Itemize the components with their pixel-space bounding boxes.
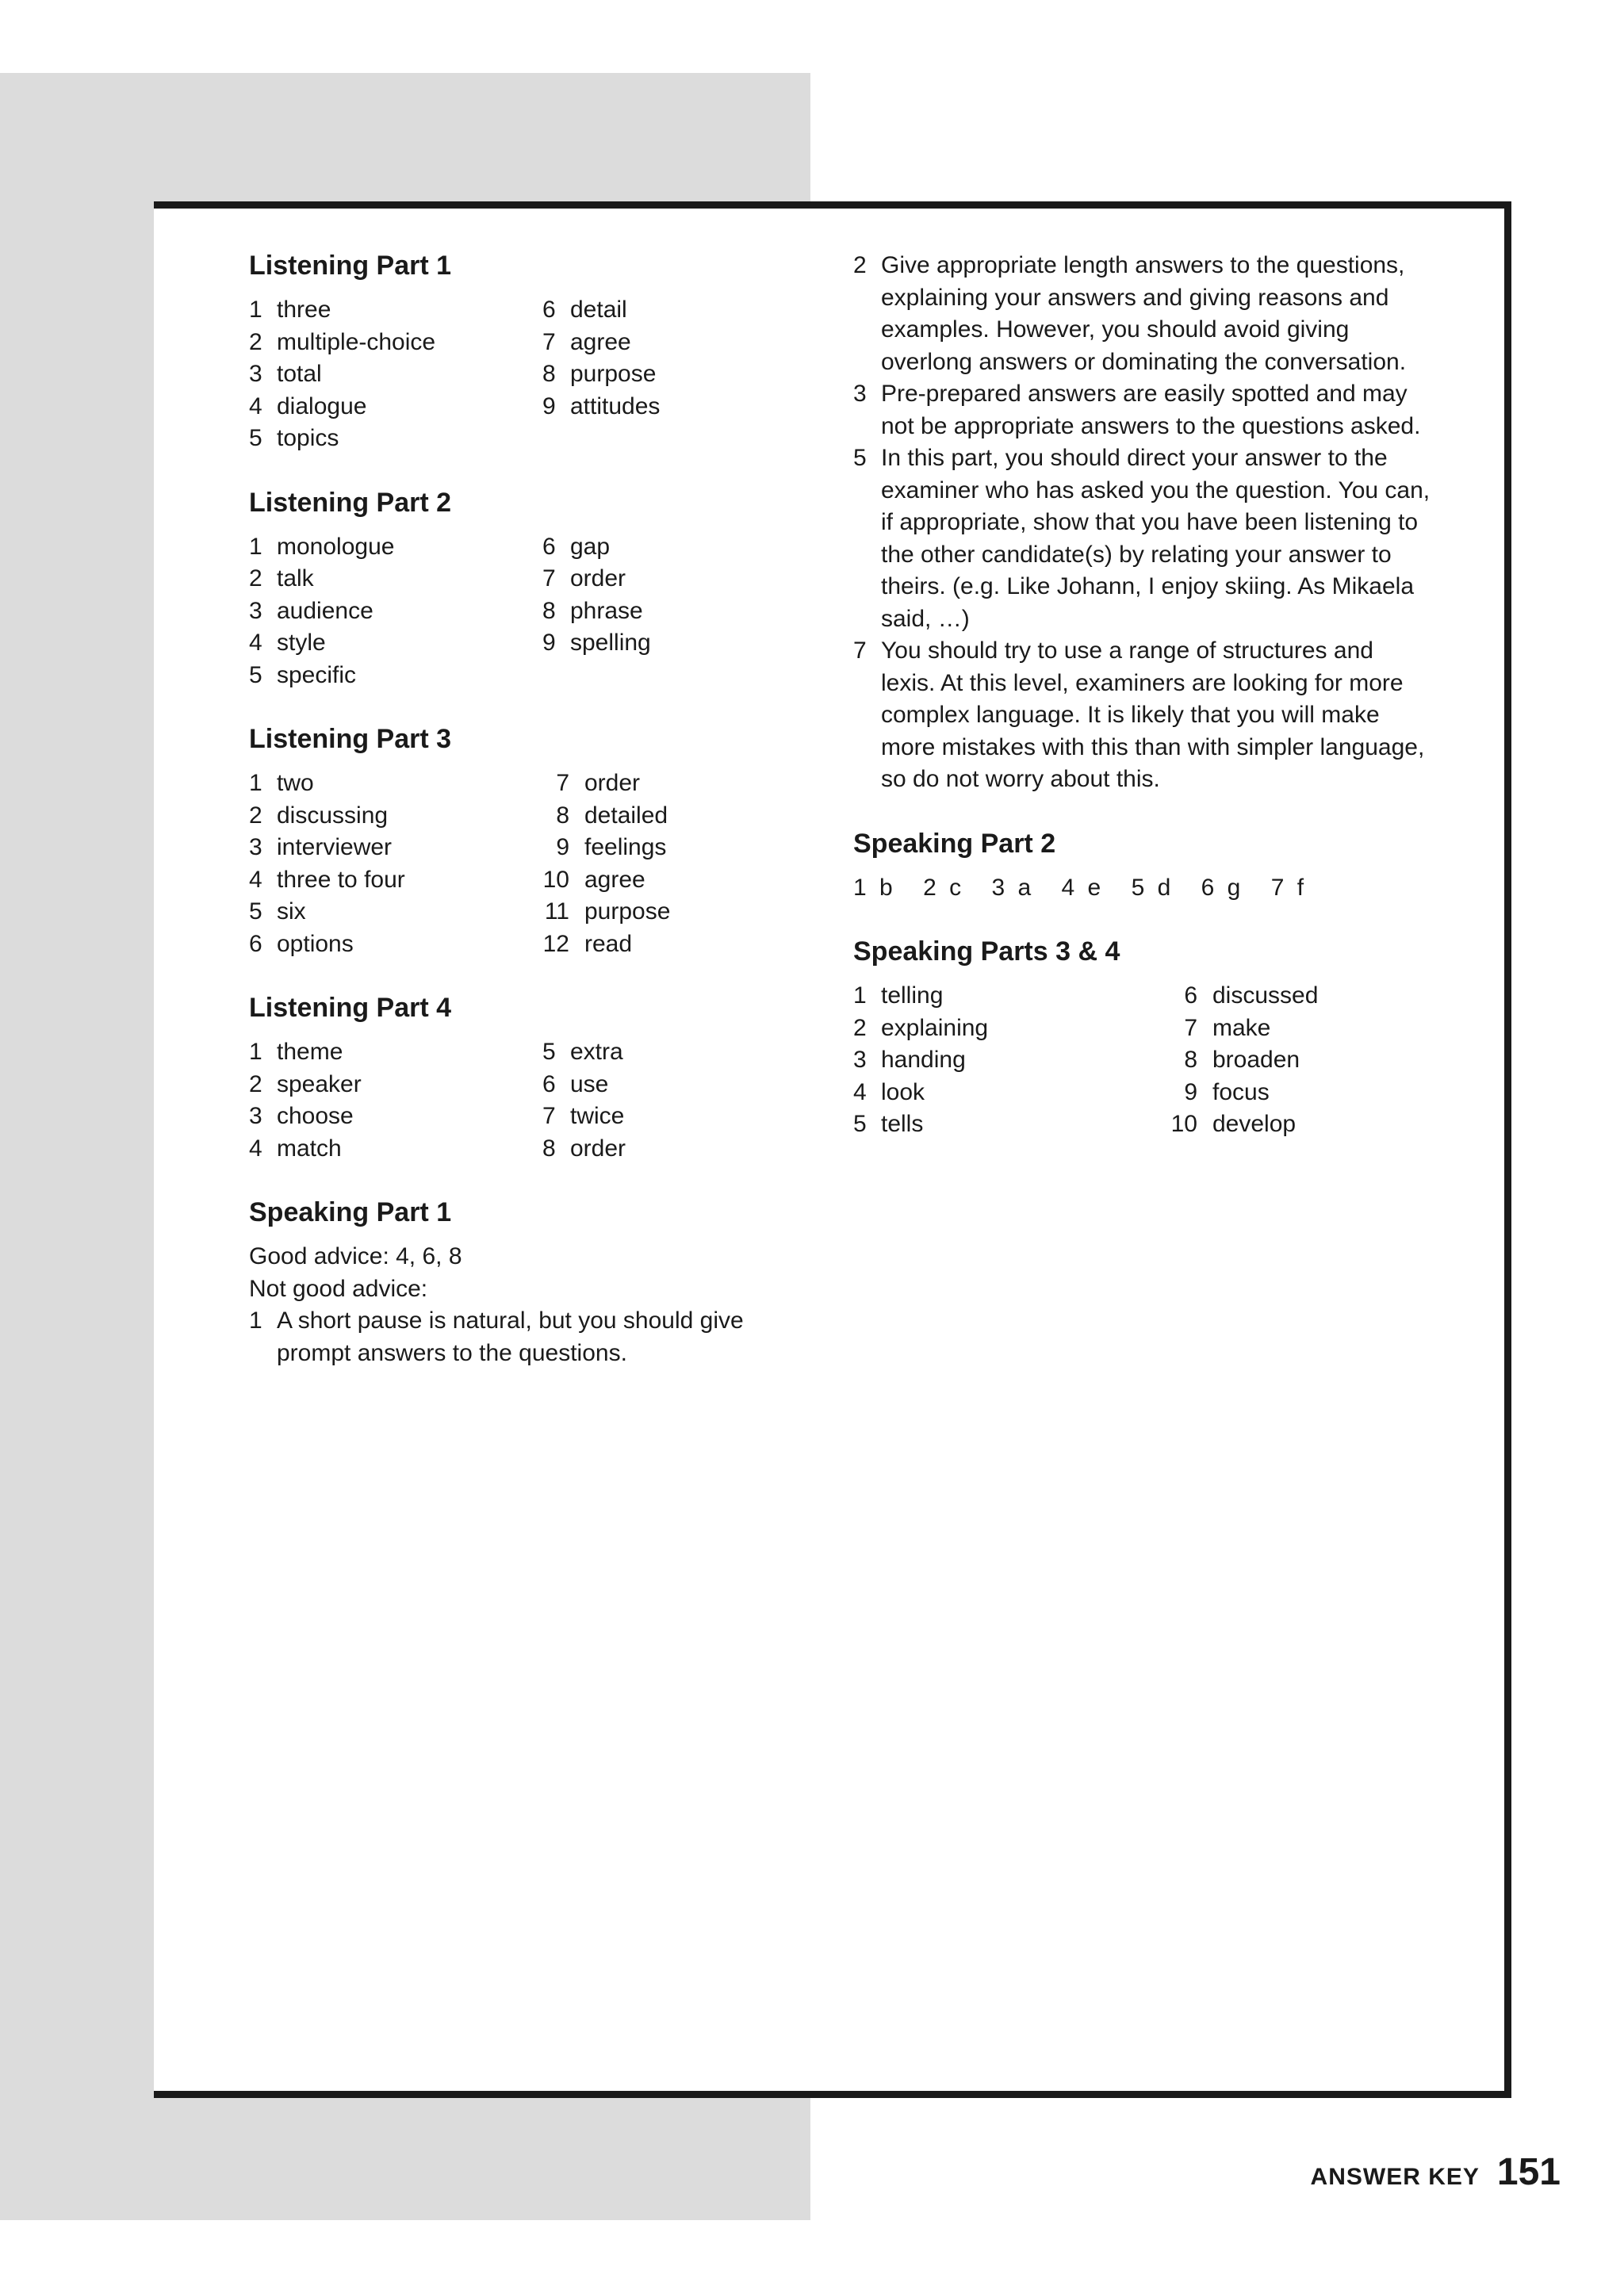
section-heading: Listening Part 1 bbox=[249, 251, 452, 281]
answer-text: interviewer bbox=[277, 834, 393, 860]
answer-item bbox=[249, 563, 542, 595]
answer-text: talk bbox=[277, 565, 314, 592]
advice-paragraph bbox=[853, 378, 1432, 442]
answer-number: 10 bbox=[1170, 1111, 1197, 1137]
answer-number: 2 bbox=[249, 565, 262, 592]
answer-text: read bbox=[584, 930, 633, 957]
listening-part-4 bbox=[249, 992, 820, 1165]
answer-text: order bbox=[570, 1135, 626, 1162]
answer-grid bbox=[249, 531, 820, 692]
answer-number: 8 bbox=[556, 802, 569, 829]
answer-number: 5 bbox=[249, 425, 262, 451]
advice-text: You should try to use a range of structures and lexis. At this level, examiners are looking for more complex language. It is likely that you will make more mistakes with this than with simpler language, so do not worry about this. bbox=[881, 637, 1425, 792]
footer-section-label: ANSWER KEY bbox=[1310, 2164, 1480, 2190]
speaking-part-2 bbox=[853, 828, 1432, 905]
answer-number: 7 bbox=[542, 565, 556, 592]
answer-item bbox=[1170, 1108, 1432, 1141]
answer-number: 5 bbox=[853, 445, 867, 471]
answer-number: 3 bbox=[249, 834, 262, 860]
section-heading: Speaking Part 1 bbox=[249, 1197, 452, 1227]
answer-text: explaining bbox=[881, 1014, 989, 1041]
answer-number: 5 bbox=[542, 1039, 556, 1065]
answer-number: 5 bbox=[249, 898, 262, 925]
answer-number: 11 bbox=[544, 898, 569, 925]
answer-item bbox=[249, 294, 542, 327]
answer-item bbox=[542, 1101, 820, 1133]
answer-number: 1 bbox=[249, 770, 262, 796]
answer-item bbox=[542, 294, 820, 327]
answer-number: 2 bbox=[853, 252, 867, 278]
answer-number: 9 bbox=[556, 834, 569, 860]
answer-item bbox=[249, 627, 542, 660]
answer-text: handing bbox=[881, 1047, 966, 1073]
answer-item bbox=[249, 531, 542, 564]
answer-text: audience bbox=[277, 597, 373, 624]
answer-text: extra bbox=[570, 1039, 623, 1065]
answer-text: focus bbox=[1212, 1078, 1270, 1105]
answer-number: 7 bbox=[556, 770, 569, 796]
answer-item bbox=[249, 1101, 542, 1133]
answer-item bbox=[853, 1077, 1170, 1109]
answer-number: 8 bbox=[1184, 1047, 1197, 1073]
answer-text: discussing bbox=[277, 802, 389, 829]
listening-part-3 bbox=[249, 723, 820, 960]
answer-text: match bbox=[277, 1135, 342, 1162]
answer-text: discussed bbox=[1212, 982, 1319, 1009]
advice-paragraph bbox=[853, 635, 1432, 796]
answer-text: feelings bbox=[584, 834, 667, 860]
advice-paragraph bbox=[249, 1305, 820, 1369]
speaking-part-1 bbox=[249, 1196, 820, 1369]
section-heading: Speaking Part 2 bbox=[853, 828, 1056, 859]
answer-number: 1 bbox=[249, 1039, 262, 1065]
answer-number: 12 bbox=[542, 930, 569, 957]
answer-text: tells bbox=[881, 1111, 924, 1137]
answer-item bbox=[1170, 1044, 1432, 1077]
answer-number: 7 bbox=[542, 1103, 556, 1129]
section-heading: Listening Part 3 bbox=[249, 724, 452, 754]
answer-text: style bbox=[277, 630, 326, 656]
answer-text: phrase bbox=[570, 597, 643, 624]
section-heading: Listening Part 2 bbox=[249, 487, 452, 518]
answer-item bbox=[853, 980, 1170, 1013]
answer-number: 6 bbox=[249, 930, 262, 957]
answer-text: dialogue bbox=[277, 392, 367, 419]
answer-number: 1 bbox=[853, 982, 867, 1009]
answer-text: detailed bbox=[584, 802, 668, 829]
answer-text: topics bbox=[277, 425, 339, 451]
speaking-parts-3-4 bbox=[853, 936, 1432, 1141]
answer-grid bbox=[249, 1036, 820, 1165]
answer-item bbox=[249, 1036, 542, 1069]
answer-item bbox=[249, 660, 542, 692]
answer-number: 8 bbox=[542, 1135, 556, 1162]
answer-number: 9 bbox=[542, 630, 556, 656]
answer-number: 6 bbox=[542, 297, 556, 323]
answer-number: 7 bbox=[1184, 1014, 1197, 1041]
answer-text: broaden bbox=[1212, 1047, 1300, 1073]
answer-text: purpose bbox=[570, 361, 657, 387]
answer-item bbox=[249, 928, 542, 961]
answer-number: 2 bbox=[249, 802, 262, 829]
answer-item bbox=[542, 1036, 820, 1069]
answer-item bbox=[249, 358, 542, 391]
answer-text: options bbox=[277, 930, 354, 957]
answer-item bbox=[542, 327, 820, 359]
answer-item bbox=[542, 627, 820, 660]
answer-text: three bbox=[277, 297, 331, 323]
advice-text: Pre-prepared answers are easily spotted and may not be appropriate answers to the questions asked. bbox=[881, 381, 1421, 439]
answer-text: look bbox=[881, 1078, 925, 1105]
page-footer bbox=[1311, 2150, 1561, 2194]
answer-item bbox=[542, 928, 820, 961]
answer-number: 9 bbox=[1184, 1078, 1197, 1105]
matching-pair: 4 e bbox=[1061, 874, 1105, 901]
advice-paragraph bbox=[853, 250, 1432, 378]
answer-item bbox=[249, 423, 542, 455]
answer-number: 5 bbox=[249, 661, 262, 688]
answer-item bbox=[249, 864, 542, 897]
section-heading: Speaking Parts 3 & 4 bbox=[853, 936, 1120, 967]
answer-text: use bbox=[570, 1070, 609, 1097]
matching-pair: 3 a bbox=[991, 874, 1035, 901]
answer-item bbox=[1170, 1013, 1432, 1045]
advice-text: In this part, you should direct your answer to the examiner who has asked you the question. You can, if appropriate, show that you have been listening to the other candidate(s) by relating your answer to theirs. (e.g. Like Johann, I enjoy skiing. As Mikaela said, …) bbox=[881, 445, 1431, 632]
answer-item bbox=[542, 1133, 820, 1166]
answer-number: 6 bbox=[1184, 982, 1197, 1009]
answer-number: 2 bbox=[853, 1014, 867, 1041]
answer-number: 1 bbox=[249, 297, 262, 323]
answer-text: agree bbox=[584, 866, 645, 893]
answer-number: 4 bbox=[249, 630, 262, 656]
answer-number: 3 bbox=[249, 597, 262, 624]
answer-number: 4 bbox=[249, 1135, 262, 1162]
answer-text: order bbox=[584, 770, 641, 796]
matching-pair: 5 d bbox=[1131, 874, 1174, 901]
answer-number: 6 bbox=[542, 1070, 556, 1097]
answer-item bbox=[853, 1108, 1170, 1141]
matching-pair: 6 g bbox=[1201, 874, 1244, 901]
answer-key-panel bbox=[154, 201, 1511, 2098]
answer-number: 4 bbox=[853, 1078, 867, 1105]
answer-item bbox=[542, 563, 820, 595]
answer-number: 10 bbox=[542, 866, 569, 893]
answer-text: monologue bbox=[277, 533, 395, 560]
answer-text: choose bbox=[277, 1103, 354, 1129]
matching-pair: 2 c bbox=[923, 874, 965, 901]
answer-number: 3 bbox=[853, 1047, 867, 1073]
answer-item bbox=[249, 832, 542, 864]
answer-number: 6 bbox=[542, 533, 556, 560]
answer-item bbox=[542, 768, 820, 800]
answer-number: 8 bbox=[542, 597, 556, 624]
answer-item bbox=[542, 864, 820, 897]
answer-number: 3 bbox=[853, 381, 867, 407]
answer-item bbox=[249, 391, 542, 423]
answer-item bbox=[249, 1069, 542, 1101]
answer-text: develop bbox=[1212, 1111, 1297, 1137]
answer-grid bbox=[249, 768, 820, 960]
answer-text: order bbox=[570, 565, 626, 592]
matching-pair: 7 f bbox=[1270, 874, 1308, 901]
good-advice-line: Good advice: 4, 6, 8 bbox=[249, 1243, 462, 1269]
answer-item bbox=[542, 595, 820, 628]
answer-number: 3 bbox=[249, 1103, 262, 1129]
answer-text: telling bbox=[881, 982, 944, 1009]
answer-text: two bbox=[277, 770, 314, 796]
answer-item bbox=[853, 1013, 1170, 1045]
section-heading: Listening Part 4 bbox=[249, 993, 452, 1023]
answer-text: gap bbox=[570, 533, 611, 560]
answer-item bbox=[542, 832, 820, 864]
answer-item bbox=[1170, 980, 1432, 1013]
answer-item bbox=[249, 595, 542, 628]
answer-number: 3 bbox=[249, 361, 262, 387]
answer-item bbox=[1170, 1077, 1432, 1109]
answer-text: multiple-choice bbox=[277, 328, 436, 355]
answer-item bbox=[542, 391, 820, 423]
answer-number: 8 bbox=[542, 361, 556, 387]
answer-item bbox=[542, 531, 820, 564]
answer-text: purpose bbox=[584, 898, 671, 925]
answer-item bbox=[542, 896, 820, 928]
right-column bbox=[853, 250, 1432, 1173]
answer-number: 9 bbox=[542, 392, 556, 419]
answer-number: 1 bbox=[249, 533, 262, 560]
answer-text: six bbox=[277, 898, 306, 925]
answer-item bbox=[249, 768, 542, 800]
answer-number: 4 bbox=[249, 866, 262, 893]
answer-item bbox=[542, 358, 820, 391]
answer-text: twice bbox=[570, 1103, 625, 1129]
answer-item bbox=[542, 1069, 820, 1101]
answer-item bbox=[249, 896, 542, 928]
answer-number: 2 bbox=[249, 1070, 262, 1097]
answer-grid bbox=[853, 980, 1432, 1141]
answer-text: speaker bbox=[277, 1070, 362, 1097]
listening-part-1 bbox=[249, 250, 820, 455]
answer-number: 1 bbox=[249, 1307, 262, 1334]
answer-text: three to four bbox=[277, 866, 405, 893]
advice-paragraph bbox=[853, 442, 1432, 635]
answer-text: detail bbox=[570, 297, 627, 323]
advice-text: A short pause is natural, but you should give prompt answers to the questions. bbox=[277, 1307, 744, 1366]
not-good-advice-line: Not good advice: bbox=[249, 1275, 428, 1302]
answer-item bbox=[249, 800, 542, 833]
answer-number: 7 bbox=[542, 328, 556, 355]
answer-item bbox=[249, 327, 542, 359]
answer-text: agree bbox=[570, 328, 631, 355]
answer-item bbox=[249, 1133, 542, 1166]
matching-answers bbox=[853, 872, 1432, 905]
answer-text: make bbox=[1212, 1014, 1271, 1041]
matching-pair: 1 b bbox=[853, 874, 896, 901]
answer-item bbox=[853, 1044, 1170, 1077]
speaking-part-1-continued bbox=[853, 250, 1432, 796]
answer-text: attitudes bbox=[570, 392, 661, 419]
answer-number: 4 bbox=[249, 392, 262, 419]
listening-part-2 bbox=[249, 487, 820, 692]
answer-text: theme bbox=[277, 1039, 343, 1065]
answer-text: spelling bbox=[570, 630, 651, 656]
answer-text: total bbox=[277, 361, 322, 387]
advice-text: Give appropriate length answers to the questions, explaining your answers and giving reasons and examples. However, you should avoid giving overlong answers or dominating the conversation. bbox=[881, 252, 1407, 375]
left-column bbox=[249, 250, 820, 1401]
answer-text: specific bbox=[277, 661, 357, 688]
answer-number: 5 bbox=[853, 1111, 867, 1137]
answer-number: 2 bbox=[249, 328, 262, 355]
page-number: 151 bbox=[1496, 2151, 1561, 2193]
answer-item bbox=[542, 800, 820, 833]
answer-number: 7 bbox=[853, 637, 867, 664]
answer-grid bbox=[249, 294, 820, 455]
